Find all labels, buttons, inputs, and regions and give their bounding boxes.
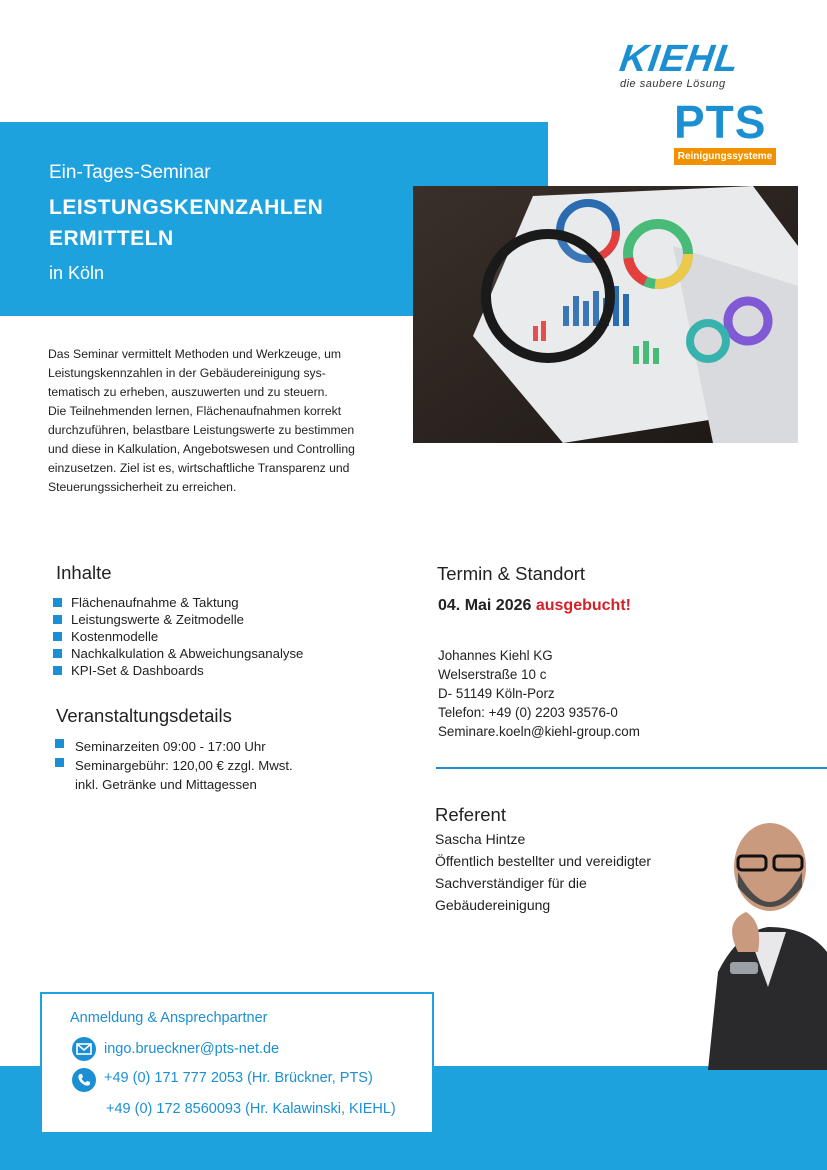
description-line: Das Seminar vermittelt Methoden und Werkzeuge, um [48,347,342,361]
hero-photo [413,186,798,443]
bullet-square-icon [53,666,62,675]
description-line: Leistungskennzahlen in der Gebäudereinigung sys- [48,366,326,380]
description-line: und diese in Kalkulation, Angebotswesen und Controlling [48,442,355,456]
pts-logo [674,98,776,165]
list-item: Seminargebühr: 120,00 € zzgl. Mwst. [55,756,293,775]
bullet-square-icon [53,649,62,658]
seminar-title-line1: LEISTUNGSKENNZAHLEN [49,196,324,219]
referent-heading: Referent [435,804,506,825]
list-item: Seminarzeiten 09:00 - 17:00 Uhr [55,737,293,756]
address-email: Seminare.koeln@kiehl-group.com [438,724,640,739]
contact-heading: Anmeldung & Ansprechpartner [70,1010,268,1026]
analytics-photo-illustration [413,186,798,443]
seminar-location: in Köln [49,263,105,283]
contact-phone-2[interactable]: +49 (0) 172 8560093 (Hr. Kalawinski, KIEHL) [106,1101,396,1117]
bullet-square-icon [53,598,62,607]
description-line: Die Teilnehmenden lernen, Flächenaufnahmen korrekt [48,404,342,418]
bullet-square-icon [53,615,62,624]
details-heading: Veranstaltungsdetails [56,705,232,726]
termin-heading: Termin & Standort [437,563,586,584]
description-line: einzusetzen. Ziel ist es, wirtschaftliche Transparenz und [48,461,350,475]
inhalte-heading: Inhalte [56,562,112,583]
list-item: Flächenaufnahme & Taktung [53,594,303,611]
bullet-square-icon [55,739,64,748]
booked-badge: ausgebucht! [535,597,631,614]
address-line: Johannes Kiehl KG [438,648,553,663]
kiehl-logo [617,38,780,90]
bullet-square-icon [55,758,64,767]
referent-photo [708,812,827,1070]
pts-logo-word: PTS [674,96,767,148]
referent-title: Gebäudereinigung [435,897,551,913]
list-item: Leistungswerte & Zeitmodelle [53,611,303,628]
contact-phone-1[interactable]: +49 (0) 171 777 2053 (Hr. Brückner, PTS) [104,1070,373,1086]
details-list [55,737,293,794]
description-line: tematisch zu erheben, auszuwerten und zu steuern. [48,385,328,399]
person-illustration [708,812,827,1070]
seminar-title-line2: ERMITTELN [49,227,174,250]
divider [436,767,827,769]
address-line: D- 51149 Köln-Porz [438,686,555,701]
description-line: durchzuführen, belastbare Leistungswerte zu bestimmen [48,423,355,437]
venue-address [438,646,640,741]
seminar-title [49,192,323,254]
contact-email-link[interactable]: ingo.brueckner@pts-net.de [104,1041,280,1057]
pts-logo-subtitle: Reinigungssysteme [674,148,776,165]
referent-name: Sascha Hintze [435,831,526,847]
seminar-type: Ein-Tages-Seminar [49,162,211,183]
date-text: 04. Mai 2026 [438,597,532,614]
referent-info [435,828,651,916]
list-item: KPI-Set & Dashboards [53,662,303,679]
referent-title: Sachverständiger für die [435,875,587,891]
contact-box [40,992,434,1134]
referent-title: Öffentlich bestellter und vereidigter [435,853,652,869]
inhalte-list [53,594,303,679]
list-item: Nachkalkulation & Abweichungsanalyse [53,645,303,662]
seminar-date [438,597,631,615]
kiehl-logo-tagline: die saubere Lösung [620,78,726,90]
mail-icon [72,1037,96,1061]
phone-icon [72,1068,96,1092]
seminar-description [48,345,373,497]
list-item-continued: inkl. Getränke und Mittagessen [75,777,257,792]
description-line: Steuerungssicherheit zu erreichen. [48,480,237,494]
address-line: Welserstraße 10 c [438,667,547,682]
bullet-square-icon [53,632,62,641]
kiehl-logo-word: KIEHL [617,38,742,80]
address-phone: Telefon: +49 (0) 2203 93576-0 [438,705,618,720]
list-item: Kostenmodelle [53,628,303,645]
